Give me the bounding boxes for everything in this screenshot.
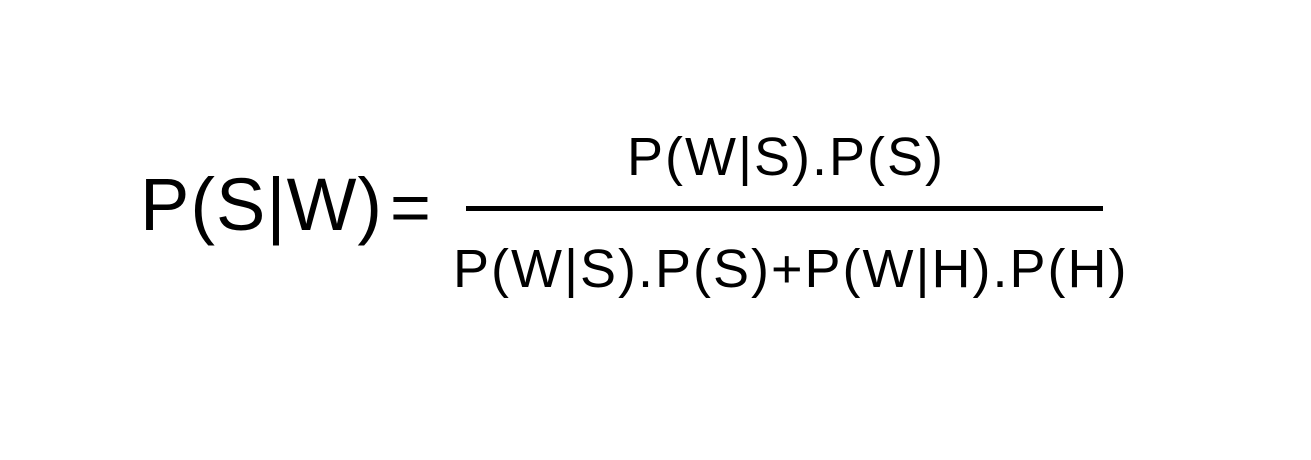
equals-sign: = [390, 168, 431, 246]
fraction-denominator: P(W|S).P(S)+P(W|H).P(H) [453, 239, 1129, 299]
formula-left-hand-side: P(S|W) [140, 163, 384, 246]
fraction-bar [466, 206, 1103, 211]
fraction-numerator: P(W|S).P(S) [627, 127, 945, 187]
